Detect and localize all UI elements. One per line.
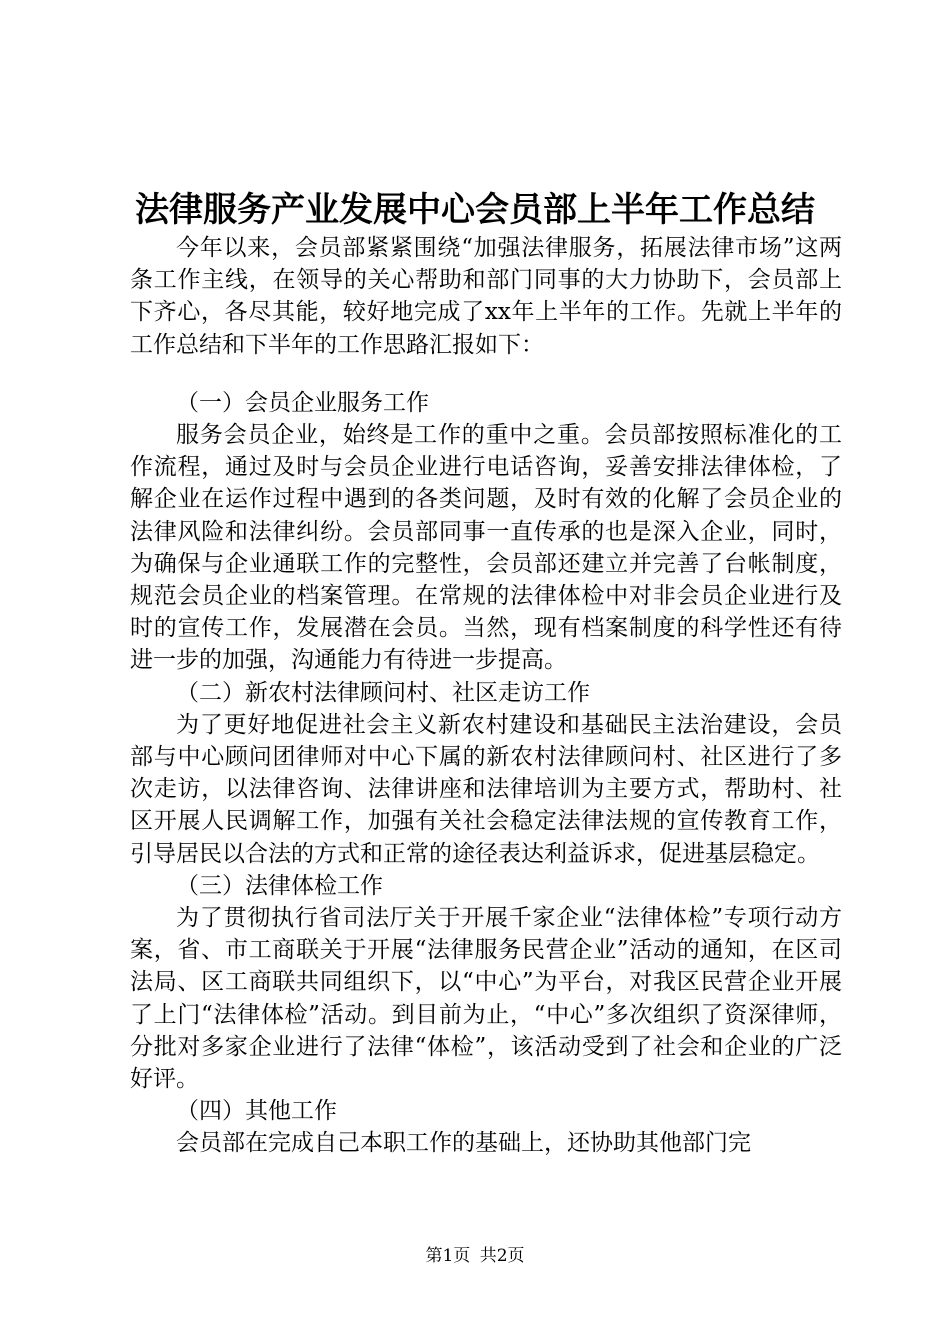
section-paragraph-1: 服务会员企业，始终是工作的重中之重。会员部按照标准化的工作流程，通过及时与会员企业进行电话咨询，妥善安排法律体检，了解企业在运作过程中遇到的各类问题，及时有效的化解了会员企业的法律风险和法律纠纷。会员部同事一直传承的也是深入企业，同时，为确保与企业通联工作的完整性，会员部还建立并完善了台帐制度，规范会员企业的档案管理。在常规的法律体检中对非会员企业进行及时的宣传工作，发展潜在会员。当然，现有档案制度的科学性还有待进一步的加强，沟通能力有待进一步提高。 <box>130 422 842 674</box>
document-title: 法律服务产业发展中心会员部上半年工作总结 <box>135 190 815 230</box>
section-heading-4: （四）其他工作 <box>176 1098 337 1125</box>
section-paragraph-2: 为了更好地促进社会主义新农村建设和基础民主法治建设，会员部与中心顾问团律师对中心下属的新农村法律顾问村、社区进行了多次走访，以法律咨询、法律讲座和法律培训为主要方式，帮助村、社区开展人民调解工作，加强有关社会稳定法律法规的宣传教育工作，引导居民以合法的方式和正常的途径表达利益诉求，促进基层稳定。 <box>130 711 842 867</box>
section-paragraph-4: 会员部在完成自己本职工作的基础上，还协助其他部门完 <box>176 1130 751 1157</box>
page-total: 共2页 <box>479 1246 525 1266</box>
section-heading-1: （一）会员企业服务工作 <box>176 389 429 416</box>
page-number: 第1页 <box>425 1246 471 1266</box>
section-heading-2: （二）新农村法律顾问村、社区走访工作 <box>176 679 590 706</box>
intro-paragraph: 今年以来，会员部紧紧围绕“加强法律服务，拓展法律市场”这两条工作主线，在领导的关心帮助和部门同事的大力协助下，会员部上下齐心，各尽其能，较好地完成了xx年上半年的工作。先就上半年的工作总结和下半年的工作思路汇报如下： <box>130 235 842 358</box>
document-body <box>130 232 842 1160</box>
page-footer <box>0 1244 950 1268</box>
section-paragraph-3: 为了贯彻执行省司法厅关于开展千家企业“法律体检”专项行动方案，省、市工商联关于开展“法律服务民营企业”活动的通知，在区司法局、区工商联共同组织下，以“中心”为平台，对我区民营企业开展了上门“法律体检”活动。到目前为止，“中心”多次组织了资深律师，分批对多家企业进行了法律“体检”，该活动受到了社会和企业的广泛好评。 <box>130 905 842 1093</box>
section-heading-3: （三）法律体检工作 <box>176 872 383 899</box>
